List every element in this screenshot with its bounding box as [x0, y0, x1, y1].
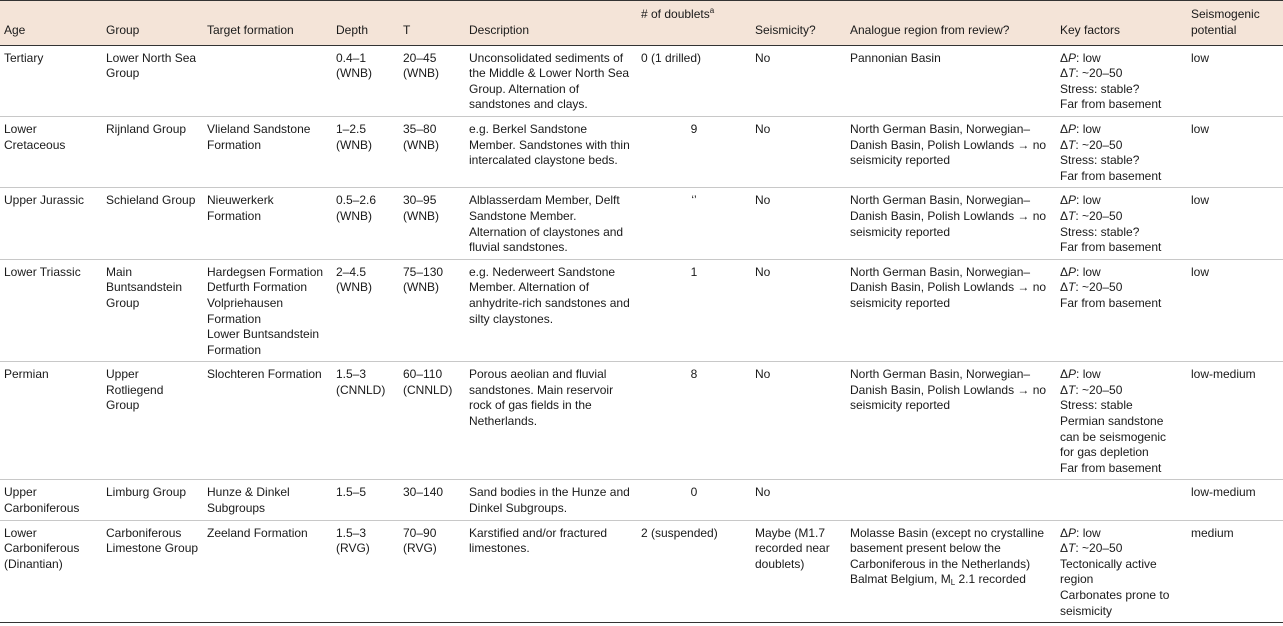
doublets-cell: 0 (1 drilled) [637, 45, 751, 116]
analogue-cell-line: Molasse Basin (except no crystalline basement present below the Carboniferous in the Netherlands) [850, 525, 1045, 571]
seismicity-cell: No [751, 45, 846, 116]
header-depth: Depth [332, 1, 399, 46]
group-cell: Rijnland Group [102, 116, 203, 187]
seismogenic-potential-cell: low [1187, 259, 1283, 362]
age-cell: Permian [0, 362, 102, 480]
description-cell: e.g. Nederweert Sandstone Member. Alternation of anhydrite-rich sandstones and silty claystones. [465, 259, 637, 362]
analogue-cell [846, 520, 1056, 623]
target-formation-cell-line: Hunze & Dinkel Subgroups [207, 485, 290, 516]
group-cell: Limburg Group [102, 480, 203, 520]
key-factors-cell [1056, 362, 1187, 480]
target-formation-cell [203, 259, 332, 362]
header-doublets-footnote: a [709, 6, 715, 15]
target-formation-cell-line: Detfurth Formation [207, 280, 308, 295]
key-factors-cell-line: ΔP: low [1060, 193, 1101, 208]
seismogenic-potential-cell: low-medium [1187, 362, 1283, 480]
key-factors-cell-line: Stress: stable [1060, 398, 1133, 413]
temperature-cell: 30–140 [399, 480, 465, 520]
seismicity-cell: No [751, 188, 846, 259]
age-cell: Upper Carboniferous [0, 480, 102, 520]
group-cell: Schieland Group [102, 188, 203, 259]
temperature-cell: 75–130 (WNB) [399, 259, 465, 362]
analogue-extra-text: Balmat Belgium, M [850, 572, 951, 587]
header-row [0, 1, 1283, 46]
key-factors-cell-line: Far from basement [1060, 295, 1162, 310]
target-formation-cell [203, 188, 332, 259]
target-formation-cell [203, 480, 332, 520]
seismogenic-potential-cell: low [1187, 188, 1283, 259]
table-row [0, 362, 1283, 480]
analogue-cell-line: North German Basin, Norwegian–Danish Basin, Polish Lowlands → no seismicity reported [850, 193, 1047, 239]
analogue-cell-line: North German Basin, Norwegian–Danish Basin, Polish Lowlands → no seismicity reported [850, 121, 1047, 168]
depth-cell: 1–2.5 (WNB) [332, 116, 399, 187]
temperature-cell: 35–80 (WNB) [399, 116, 465, 187]
target-formation-cell-line: Lower Buntsandstein Formation [207, 327, 320, 357]
analogue-cell-line: Pannonian Basin [850, 50, 941, 65]
analogue-cell [846, 362, 1056, 480]
seismogenic-potential-cell: low [1187, 45, 1283, 116]
temperature-cell: 30–95 (WNB) [399, 188, 465, 259]
key-factors-cell-line: ΔT: ~20–50 [1060, 382, 1123, 397]
age-cell: Tertiary [0, 45, 102, 116]
depth-cell: 1.5–5 [332, 480, 399, 520]
group-cell: Lower North Sea Group [102, 45, 203, 116]
age-cell: Lower Triassic [0, 259, 102, 362]
header-age: Age [0, 1, 102, 46]
key-factors-cell-line: ΔP: low [1060, 50, 1101, 65]
age-cell: Lower Cretaceous [0, 116, 102, 187]
age-cell: Upper Jurassic [0, 188, 102, 259]
doublets-cell: 8 [637, 362, 751, 480]
target-formation-cell [203, 362, 332, 480]
key-factors-cell [1056, 188, 1187, 259]
analogue-cell-line: North German Basin, Norwegian–Danish Basin, Polish Lowlands → no seismicity reported [850, 264, 1047, 310]
key-factors-cell [1056, 259, 1187, 362]
header-group: Group [102, 1, 203, 46]
key-factors-cell-line: Far from basement [1060, 460, 1162, 475]
depth-cell: 0.5–2.6 (WNB) [332, 188, 399, 259]
magnitude-subscript: L [950, 578, 956, 588]
target-formation-cell-line: Zeeland Formation [207, 525, 308, 540]
key-factors-cell-line: ΔT: ~20–50 [1060, 208, 1123, 223]
table-row [0, 520, 1283, 623]
analogue-cell [846, 45, 1056, 116]
analogue-extra-text: 2.1 recorded [955, 572, 1026, 587]
key-factors-cell-line: ΔP: low [1060, 121, 1101, 136]
key-factors-cell-line: Far from basement [1060, 240, 1162, 255]
key-factors-cell-line: Stress: stable? [1060, 224, 1140, 239]
age-cell: Lower Carboniferous (Dinantian) [0, 520, 102, 623]
analogue-cell [846, 188, 1056, 259]
header-description: Description [465, 1, 637, 46]
key-factors-cell-line: ΔP: low [1060, 525, 1101, 540]
doublets-cell: 9 [637, 116, 751, 187]
description-cell: Alblasserdam Member, Delft Sandstone Member. Alternation of claystones and fluvial sandstones. [465, 188, 637, 259]
seismogenic-potential-cell: low-medium [1187, 480, 1283, 520]
analogue-cell [846, 116, 1056, 187]
target-formation-cell-line: Hardegsen Formation [207, 264, 324, 279]
depth-cell: 0.4–1 (WNB) [332, 45, 399, 116]
group-cell: Main Buntsandstein Group [102, 259, 203, 362]
description-cell: e.g. Berkel Sandstone Member. Sandstones with thin intercalated claystone beds. [465, 116, 637, 187]
target-formation-cell [203, 45, 332, 116]
key-factors-cell-line: Permian sandstone can be seismogenic for gas depletion [1060, 414, 1167, 460]
key-factors-cell-line: ΔT: ~20–50 [1060, 280, 1123, 295]
header-target-formation: Target formation [203, 1, 332, 46]
target-formation-cell-line: Vlieland Sandstone Formation [207, 121, 311, 152]
table-row [0, 45, 1283, 116]
depth-cell: 2–4.5 (WNB) [332, 259, 399, 362]
seismicity-cell: Maybe (M1.7 recorded near doublets) [751, 520, 846, 623]
header-doublets-label: # of doublets [641, 7, 710, 21]
key-factors-cell-line: Stress: stable? [1060, 81, 1140, 96]
header-doublets [637, 1, 751, 46]
temperature-cell: 60–110 (CNNLD) [399, 362, 465, 480]
target-formation-cell-line: Slochteren Formation [207, 367, 322, 382]
target-formation-cell-line: Volpriehausen Formation [207, 295, 284, 326]
table-row [0, 116, 1283, 187]
header-key-factors: Key factors [1056, 1, 1187, 46]
group-cell: Upper Rotliegend Group [102, 362, 203, 480]
key-factors-cell-line: Far from basement [1060, 97, 1162, 112]
table-body [0, 45, 1283, 623]
key-factors-cell-line: ΔP: low [1060, 367, 1101, 382]
table-row [0, 259, 1283, 362]
doublets-cell: 1 [637, 259, 751, 362]
doublets-cell: 0 [637, 480, 751, 520]
table-row [0, 188, 1283, 259]
key-factors-cell [1056, 480, 1187, 520]
header-temperature: T [399, 1, 465, 46]
header-seismicity: Seismicity? [751, 1, 846, 46]
description-cell: Sand bodies in the Hunze and Dinkel Subgroups. [465, 480, 637, 520]
temperature-cell: 70–90 (RVG) [399, 520, 465, 623]
key-factors-cell-line: ΔP: low [1060, 264, 1101, 279]
analogue-cell-line: North German Basin, Norwegian–Danish Basin, Polish Lowlands → no seismicity reported [850, 367, 1047, 413]
key-factors-cell-line: ΔT: ~20–50 [1060, 541, 1123, 556]
key-factors-cell-line: ΔT: ~20–50 [1060, 137, 1123, 152]
doublets-cell: 2 (suspended) [637, 520, 751, 623]
seismicity-cell: No [751, 362, 846, 480]
target-formation-cell [203, 520, 332, 623]
key-factors-cell [1056, 45, 1187, 116]
target-formation-cell [203, 116, 332, 187]
temperature-cell: 20–45 (WNB) [399, 45, 465, 116]
table-row [0, 480, 1283, 520]
seismicity-cell: No [751, 116, 846, 187]
seismogenic-potential-cell: medium [1187, 520, 1283, 623]
header-analogue: Analogue region from review? [846, 1, 1056, 46]
description-cell: Karstified and/or fractured limestones. [465, 520, 637, 623]
key-factors-cell-line: ΔT: ~20–50 [1060, 66, 1123, 81]
header-seismogenic-potential: Seismogenic potential [1187, 1, 1283, 46]
description-cell: Unconsolidated sediments of the Middle & Lower North Sea Group. Alternation of sandstones and clays. [465, 45, 637, 116]
key-factors-cell-line: Far from basement [1060, 168, 1162, 183]
seismicity-cell: No [751, 259, 846, 362]
seismogenic-potential-cell: low [1187, 116, 1283, 187]
group-cell: Carboniferous Limestone Group [102, 520, 203, 623]
description-cell: Porous aeolian and fluvial sandstones. Main reservoir rock of gas fields in the Netherlands. [465, 362, 637, 480]
key-factors-cell-line: Stress: stable? [1060, 153, 1140, 168]
seismicity-cell: No [751, 480, 846, 520]
key-factors-cell [1056, 116, 1187, 187]
doublets-cell: ‘’ [637, 188, 751, 259]
analogue-cell [846, 259, 1056, 362]
analogue-cell [846, 480, 1056, 520]
target-formation-cell-line: Nieuwerkerk Formation [207, 193, 274, 223]
depth-cell: 1.5–3 (CNNLD) [332, 362, 399, 480]
depth-cell: 1.5–3 (RVG) [332, 520, 399, 623]
analogue-cell-line [850, 572, 1052, 588]
key-factors-cell-line: Tectonically active region [1060, 556, 1157, 587]
key-factors-cell-line: Carbonates prone to seismicity [1060, 588, 1170, 618]
key-factors-cell [1056, 520, 1187, 623]
